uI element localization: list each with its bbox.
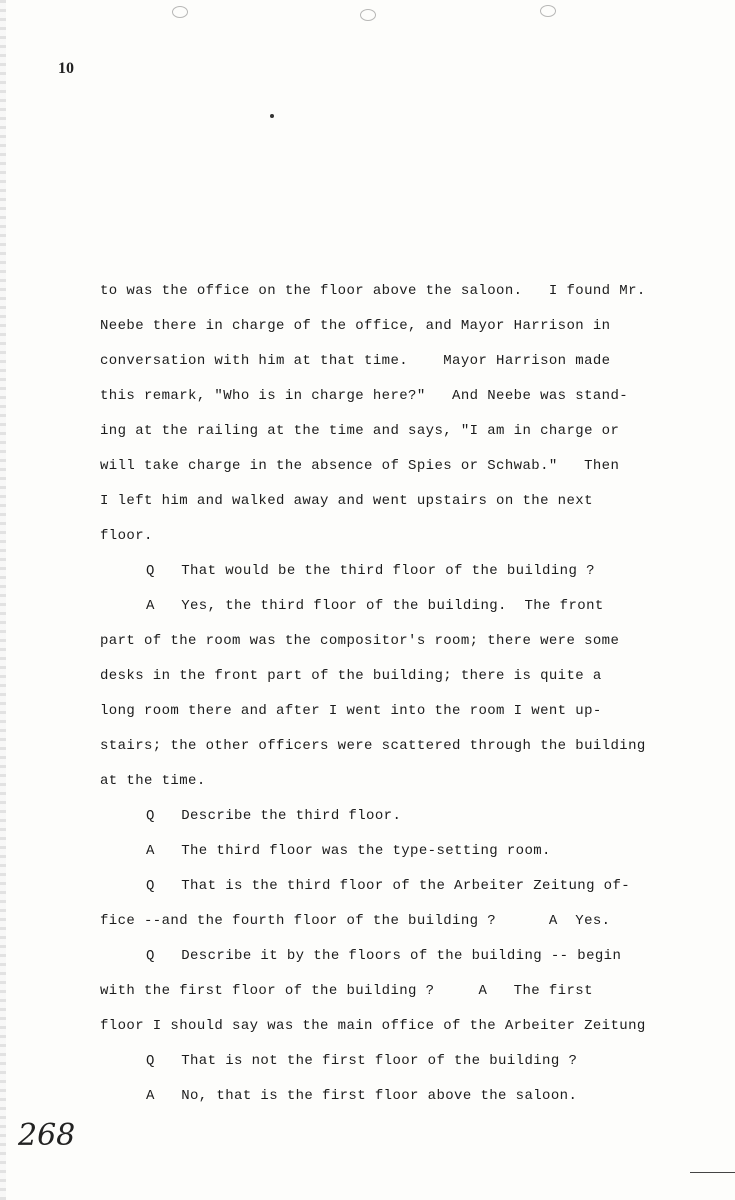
answer-line: A No, that is the first floor above the saloon.	[146, 1088, 578, 1104]
text-line: I left him and walked away and went upstairs on the next	[100, 493, 593, 509]
punch-hole-mark	[360, 9, 376, 21]
corner-mark	[690, 1172, 735, 1173]
text-line: at the time.	[100, 773, 206, 789]
answer-line: A Yes, the third floor of the building. The front	[146, 598, 604, 614]
text-line: stairs; the other officers were scattered through the building	[100, 738, 646, 754]
testimony-text	[100, 274, 660, 1114]
question-line: Q That would be the third floor of the building ?	[146, 563, 595, 579]
text-line: to was the office on the floor above the saloon. I found Mr.	[100, 283, 646, 299]
punch-hole-mark	[172, 6, 188, 18]
text-line: Neebe there in charge of the office, and Mayor Harrison in	[100, 318, 611, 334]
text-line: long room there and after I went into the room I went up-	[100, 703, 602, 719]
text-line: conversation with him at that time. Mayor Harrison made	[100, 353, 611, 369]
text-line: part of the room was the compositor's room; there were some	[100, 633, 620, 649]
question-line: Q Describe it by the floors of the building -- begin	[146, 948, 622, 964]
ink-dot	[270, 114, 274, 118]
question-line: Q That is the third floor of the Arbeiter Zeitung of-	[146, 878, 631, 894]
question-line: Q That is not the first floor of the building ?	[146, 1053, 578, 1069]
punch-hole-mark	[540, 5, 556, 17]
text-line: fice --and the fourth floor of the building ? A Yes.	[100, 913, 611, 929]
question-line: Q Describe the third floor.	[146, 808, 402, 824]
page-edge	[0, 0, 6, 1200]
page-number: 10	[58, 60, 74, 77]
text-line: with the first floor of the building ? A The first	[100, 983, 593, 999]
text-line: floor.	[100, 528, 153, 544]
text-line: this remark, "Who is in charge here?" And Neebe was stand-	[100, 388, 629, 404]
text-line: will take charge in the absence of Spies or Schwab." Then	[100, 458, 620, 474]
answer-line: A The third floor was the type-setting room.	[146, 843, 551, 859]
handwritten-page-number: 268	[18, 1118, 76, 1153]
text-line: desks in the front part of the building; there is quite a	[100, 668, 602, 684]
text-line: ing at the railing at the time and says, "I am in charge or	[100, 423, 620, 439]
text-line: floor I should say was the main office of the Arbeiter Zeitung	[100, 1018, 646, 1034]
